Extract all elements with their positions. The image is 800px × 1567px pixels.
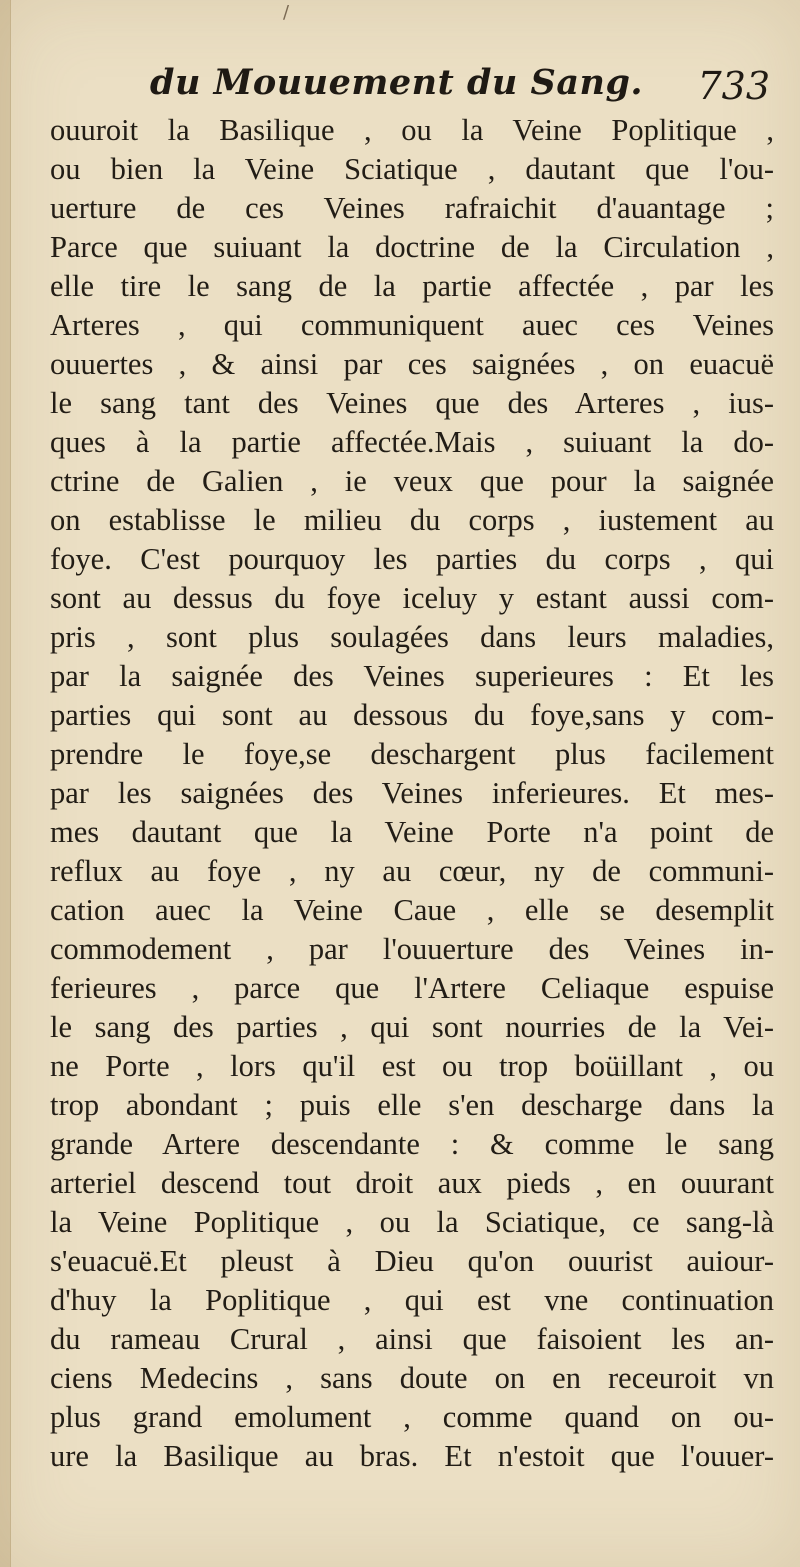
page-number: 733 [697,64,770,108]
text-line: d'huy la Poplitique , qui est vne continuation [50,1283,774,1317]
text-line: parties qui sont au dessous du foye,sans y com- [50,698,774,732]
text-line: ou bien la Veine Sciatique , dautant que l'ou- [50,152,774,186]
text-line: s'euacuë.Et pleust à Dieu qu'on ouurist auiour- [50,1244,774,1278]
text-line: Arteres , qui communiquent auec ces Veines [50,308,774,342]
text-line: sont au dessus du foye iceluy y estant aussi com- [50,581,774,615]
text-line: par les saignées des Veines inferieures. Et mes- [50,776,774,810]
text-line: le sang des parties , qui sont nourries de la Vei- [50,1010,774,1044]
text-line: du rameau Crural , ainsi que faisoient les an- [50,1322,774,1356]
text-line: arteriel descend tout droit aux pieds , en ouurant [50,1166,774,1200]
text-line: ques à la partie affectée.Mais , suiuant la do- [50,425,774,459]
text-line: Parce que suiuant la doctrine de la Circulation , [50,230,774,264]
text-line: mes dautant que la Veine Porte n'a point de [50,815,774,849]
text-line: la Veine Poplitique , ou la Sciatique, ce sang-là [50,1205,774,1239]
running-title: du Mouuement du Sang. [150,62,644,103]
text-line: ctrine de Galien , ie veux que pour la saignée [50,464,774,498]
text-line: plus grand emolument , comme quand on ou- [50,1400,774,1434]
text-line: trop abondant ; puis elle s'en descharge dans la [50,1088,774,1122]
text-line: ouuroit la Basilique , ou la Veine Poplitique , [50,113,774,147]
page-header [150,62,770,114]
text-line: cation auec la Veine Caue , elle se desemplit [50,893,774,927]
text-line: elle tire le sang de la partie affectée , par les [50,269,774,303]
text-line: ciens Medecins , sans doute on en receuroit vn [50,1361,774,1395]
text-line: ferieures , parce que l'Artere Celiaque espuise [50,971,774,1005]
text-line: commodement , par l'ouuerture des Veines in- [50,932,774,966]
text-line: ne Porte , lors qu'il est ou trop boüillant , ou [50,1049,774,1083]
body-text [50,111,774,1476]
text-line: foye. C'est pourquoy les parties du corps , qui [50,542,774,576]
text-line: ouuertes , & ainsi par ces saignées , on euacuë [50,347,774,381]
top-pencil-mark: / [283,2,290,23]
text-line: pris , sont plus soulagées dans leurs maladies, [50,620,774,654]
text-line: prendre le foye,se deschargent plus facilement [50,737,774,771]
text-line: on establisse le milieu du corps , iustement au [50,503,774,537]
text-line: par la saignée des Veines superieures : Et les [50,659,774,693]
text-line: le sang tant des Veines que des Arteres , ius- [50,386,774,420]
text-line: grande Artere descendante : & comme le sang [50,1127,774,1161]
text-line: ure la Basilique au bras. Et n'estoit que l'ouuer- [50,1439,774,1473]
text-line: reflux au foye , ny au cœur, ny de communi- [50,854,774,888]
text-line: uerture de ces Veines rafraichit d'auantage ; [50,191,774,225]
